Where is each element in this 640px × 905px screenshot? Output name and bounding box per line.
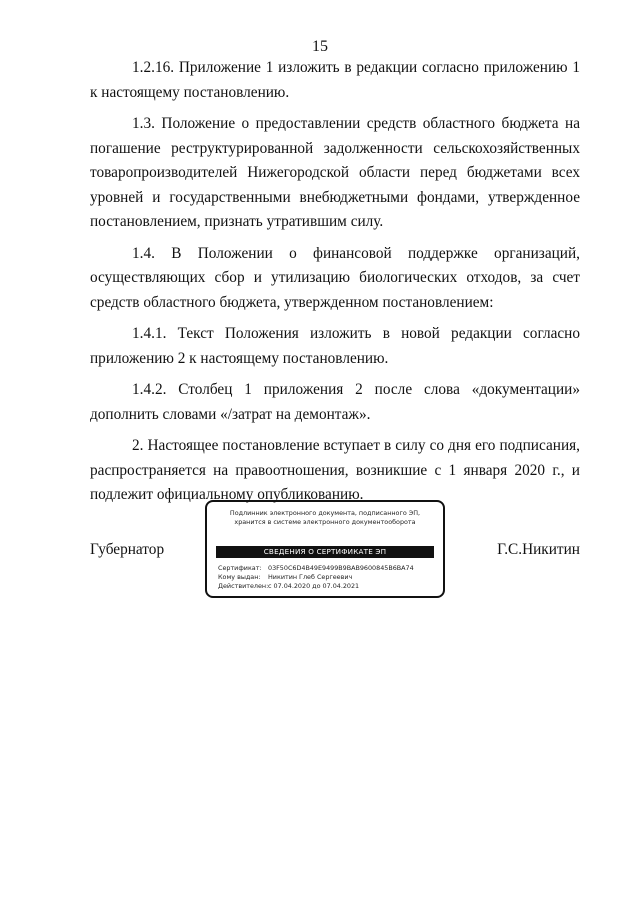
paragraph-1-4-2: 1.4.2. Столбец 1 приложения 2 после слова «документации» дополнить словами «/затрат на демонтаж». [90,381,580,423]
certificate-label: Сертификат: [218,564,262,572]
stamp-header-line-2: хранится в системе электронного документооборота [234,518,416,526]
document-body [90,56,580,515]
certificate-banner: СВЕДЕНИЯ О СЕРТИФИКАТЕ ЭП [216,546,434,558]
stamp-header-line-1: Подлинник электронного документа, подписанного ЭП, [229,509,421,517]
paragraph-1-3: 1.3. Положение о предоставлении средств областного бюджета на погашение реструктурированной задолженности сельскохозяйственных товаропроизводителей Нижегородской области перед бюджетами всех уровней и государственными внебюджетными фондами, утвержденное постановлением, признать утратившим силу. [90,115,580,230]
validity-value: с 07.04.2020 до 07.04.2021 [268,582,360,590]
page-number: 15 [312,38,328,55]
paragraph-1-2-16: 1.2.16. Приложение 1 изложить в редакции согласно приложению 1 к настоящему постановлению. [90,59,580,101]
validity-row [218,582,414,591]
certificate-value: 03F50C6D4B49E9499B9BAB9600845B6BA74 [268,564,414,572]
issued-to-value: Никитин Глеб Сергеевич [268,573,353,581]
issued-to-label: Кому выдан: [218,573,261,581]
issued-to-row [218,573,414,582]
certificate-details [218,564,414,591]
paragraph-1-4-1: 1.4.1. Текст Положения изложить в новой редакции согласно приложению 2 к настоящему постановлению. [90,325,580,367]
signature-block [90,500,580,610]
signatory-name: Г.С.Никитин [497,541,580,558]
paragraph-2: 2. Настоящее постановление вступает в силу со дня его подписания, распространяется на правоотношения, возникшие с 1 января 2020 г., и подлежит официальному опубликованию. [90,437,580,503]
validity-label: Действителен: [218,582,269,590]
paragraph-1-4: 1.4. В Положении о финансовой поддержке организаций, осуществляющих сбор и утилизацию биологических отходов, за счет средств областного бюджета, утвержденном постановлением: [90,244,580,311]
stamp-header [207,509,443,527]
signatory-title: Губернатор [90,541,165,558]
electronic-signature-stamp [205,500,445,598]
certificate-row [218,564,414,573]
